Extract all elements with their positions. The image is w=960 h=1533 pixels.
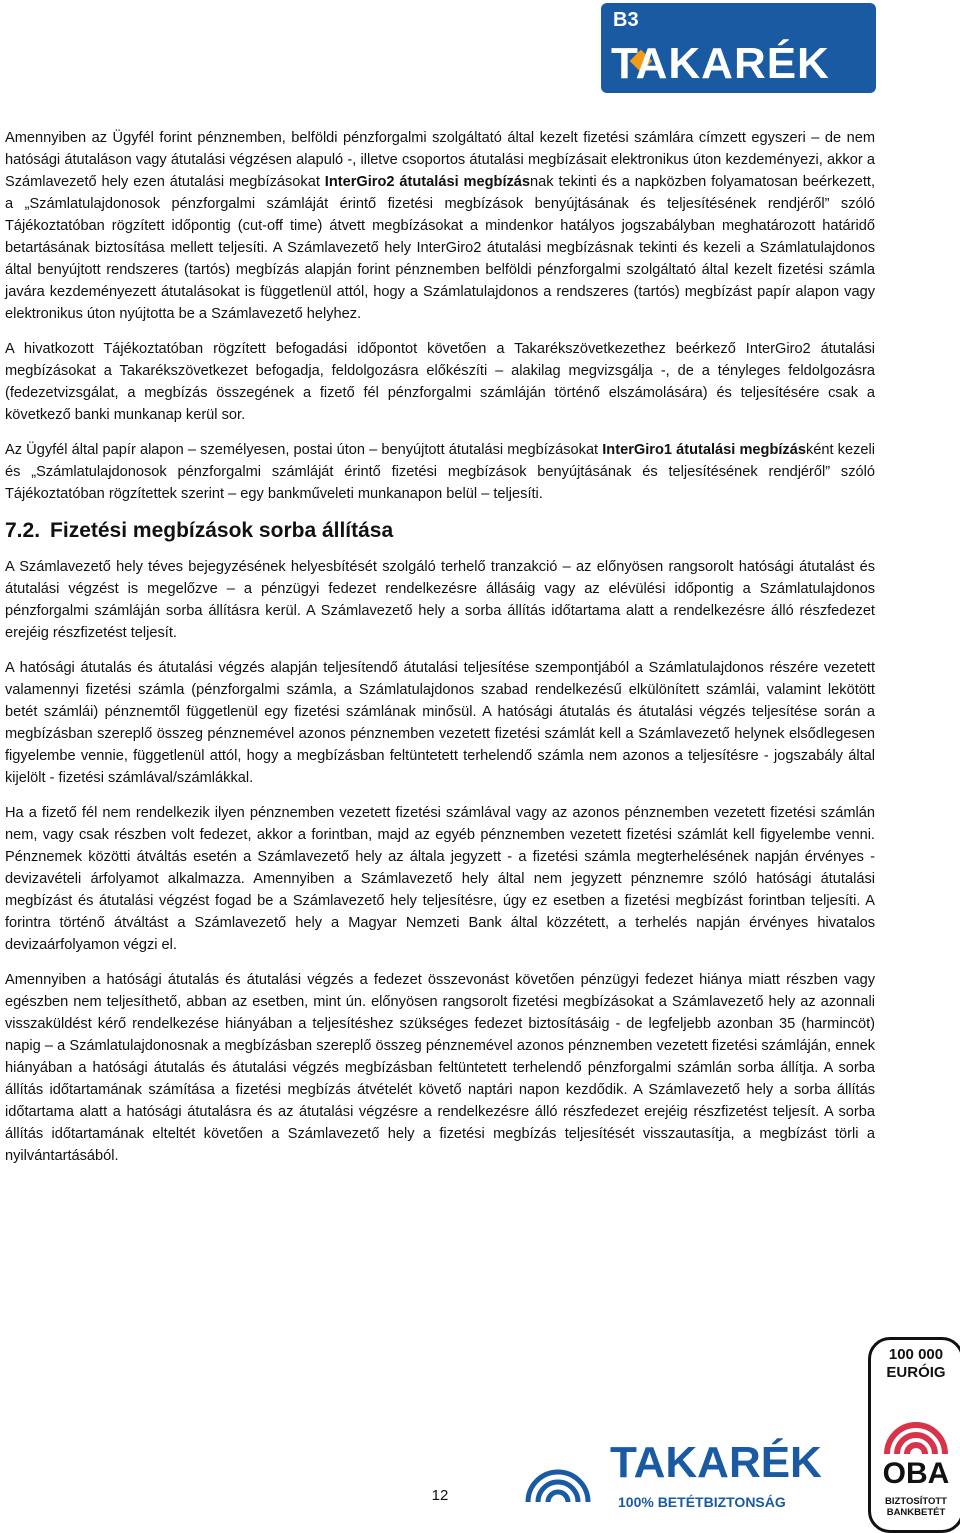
paragraph (5, 439, 875, 505)
text-run: A hivatkozott Tájékoztatóban rögzített befogadási időpontot követően a Takarékszövetkezethez beérkező InterGiro2 átutalási megbízásokat a Takarékszövetkezet befogadja, feldolgozásra előkészíti – alakilag megvizsgálja -, de a tényleges feldolgozásra (fedezetvizsgálat, a megbízás összegének a fizető fél pénzforgalmi számláján történő elszámolására) és teljesítésére csak a következő banki munkanap kerül sor. (5, 341, 875, 423)
intro-paragraphs (5, 127, 875, 505)
section-paragraphs (5, 556, 875, 1167)
paragraph: A hatósági átutalás és átutalási végzés alapján teljesítendő átutalási teljesítése szempontjából a Számlatulajdonos részére vezetett valamennyi fizetési számla (pénzforgalmi számla, a Számlatulajdonos szabad rendelkezésű elkülönített számlái, valamint lekötött betét számlái) pénznemtől függetlenül egy fizetési számlának minősül. A hatósági átutalás és átutalási végzés teljesítése során a megbízásban szereplő összeg pénznemével azonos pénznemben vezetett fizetési számlát kell a Számlavezető helynek elsődlegesen figyelembe vennie, függetlenül attól, hogy a megbízásban feltüntetett terhelendő számla nem azonos a teljesítésre - jogszabály által kijelölt - fizetési számlával/számlákkal. (5, 660, 875, 786)
badge-name: OBA (882, 1457, 950, 1490)
paragraph (5, 338, 875, 426)
paragraph: A Számlavezető hely téves bejegyzésének helyesbítését szolgáló terhelő tranzakció – az előnyösen rangsorolt hatósági átutalást és átutalási végzést is megelőzve – a pénzügyi fedezet rendelkezésre állásáig vagy az elévülési időpontig a Számlatulajdonos pénzforgalmi számláján sorba állításra kerül. A Számlavezető hely a sorba állítás időtartama alatt a rendelkezésre álló részfedezet erejéig részfizetést teljesít. (5, 559, 875, 641)
page-number: 12 (431, 1487, 449, 1504)
paragraph (5, 127, 875, 325)
text-run: ként kezeli és „Számlatulajdonosok pénzforgalmi számláját érintő fizetési megbízások benyújtásának és teljesítésének rendjéről” szóló Tájékoztatóban rögzítettek szerint – egy bankműveleti munkanapon belül – teljesíti. (5, 442, 875, 502)
takarek-mark-icon (520, 1440, 596, 1510)
footer-logo-tagline: 100% BETÉTBIZTONSÁG (618, 1494, 786, 1510)
takarek-b3-logo (601, 3, 876, 93)
oba-guarantee-badge (868, 1337, 960, 1533)
oba-arches-icon (881, 1392, 951, 1457)
badge-amount: 100 000 EURÓIG (886, 1346, 946, 1381)
section-heading (5, 518, 875, 544)
takarek-footer-logo (518, 1438, 822, 1518)
text-run: Amennyiben az Ügyfél forint pénznemben, belföldi pénzforgalmi szolgáltató által kezelt fizetési számlára címzett egyszeri – de nem hatósági átutaláson vagy átutalási végzésen alapuló -, illetve csoportos átutalási megbízásait elektronikus úton kezdeményezi, akkor a Számlavezető hely ezen átutalási megbízásokat (5, 130, 875, 190)
b3-label: B3 (613, 9, 639, 31)
text-run: Az Ügyfél által papír alapon – személyesen, postai úton – benyújtott átutalási megbízásokat (5, 442, 603, 458)
text-run: nak tekinti és a napközben folyamatosan beérkezett, a „Számlatulajdonosok pénzforgalmi számláját érintő fizetési megbízások benyújtásának és teljesítésének rendjéről” szóló Tájékoztatóban rögzített időpontig (cut-off time) átvett megbízásokat a mindenkor hatályos jogszabályban meghatározott határidő betartásának biztosítása mellett teljesíti. A Számlavezető hely InterGiro2 átutalási megbízásnak tekinti és kezeli a Számlatulajdonos által benyújtott rendszeres (tartós) megbízás alapján forint pénznemben belföldi pénzforgalmi szolgáltató által kezelt fizetési számla javára kezdeményezett átutalásokat is függetlenül attól, hogy a Számlatulajdonos a rendszeres (tartós) megbízást papír alapon vagy elektronikus úton nyújtotta be a Számlavezető helyhez. (5, 174, 875, 322)
section-number: 7.2. (5, 519, 41, 542)
section-title: Fizetési megbízások sorba állítása (50, 519, 394, 542)
logo-brand-text: TAKARÉK (611, 39, 830, 88)
paragraph: Ha a fizető fél nem rendelkezik ilyen pénznemben vezetett fizetési számlával vagy az azonos pénznemben vezetett fizetési számlán nem, vagy csak részben volt fedezet, akkor a forintban, majd az egyéb pénznemben vezetett fizetési számlát kell figyelembe venni. Pénznemek közötti átváltás esetén a Számlavezető hely az általa jegyzett - a fizetési számla megterhelésének napján érvényes - devizavételi árfolyamot alkalmazza. Amennyiben a Számlavezető hely által nem jegyzett pénznemre szóló hatósági átutalási megbízást és átutalási végzést fogad be a Számlavezető hely teljesítésre, úgy ez esetben a fizetési megbízást forintban teljesíti. A forintra történő átváltást a Számlavezető hely a Magyar Nemzeti Bank által közzétett, a terhelés napján érvényes hivatalos devizaárfolyamon végzi el. (5, 805, 875, 953)
paragraph: Amennyiben a hatósági átutalás és átutalási végzés a fedezet összevonást követően pénzügyi fedezet hiánya miatt részben vagy egészben nem teljesíthető, abban az esetben, mint ún. előnyösen rangsorolt fizetési megbízásokat a Számlavezető hely az azonnali visszaküldést kérő rendelkezése hiányában a teljesítéshez szükséges fedezet biztosításáig - de legfeljebb azonban 35 (harmincöt) napig – a Számlatulajdonosnak a megbízásban szereplő összeg pénznemével azonos pénznemben vezetett fizetési számláján, ennek hiányában a hatósági átutalás és átutalási végzés megbízásban feltüntetett terhelendő pénzforgalmi számlán sorba állítja. A sorba állítás időtartamának számítása a fizetési megbízás átvételét követő naptári napon kezdődik. A Számlavezető hely a sorba állítás időtartama alatt a hatósági átutalásra és az átutalási végzésre a rendelkezésre álló részfedezet erejéig részfizetést teljesít. A sorba állítás időtartamának elteltét követően a Számlavezető hely a fizetési megbízás teljesítését visszautasítja, a megbízást törli a nyilvántartásából. (5, 972, 875, 1164)
badge-subtitle: BIZTOSÍTOTT BANKBETÉT (885, 1496, 947, 1518)
bold-term: InterGiro1 átutalási megbízás (602, 442, 806, 458)
bold-term: InterGiro2 átutalási megbízás (324, 174, 531, 190)
footer-logo-brand: TAKARÉK (610, 1438, 822, 1487)
document-body (5, 127, 875, 1180)
